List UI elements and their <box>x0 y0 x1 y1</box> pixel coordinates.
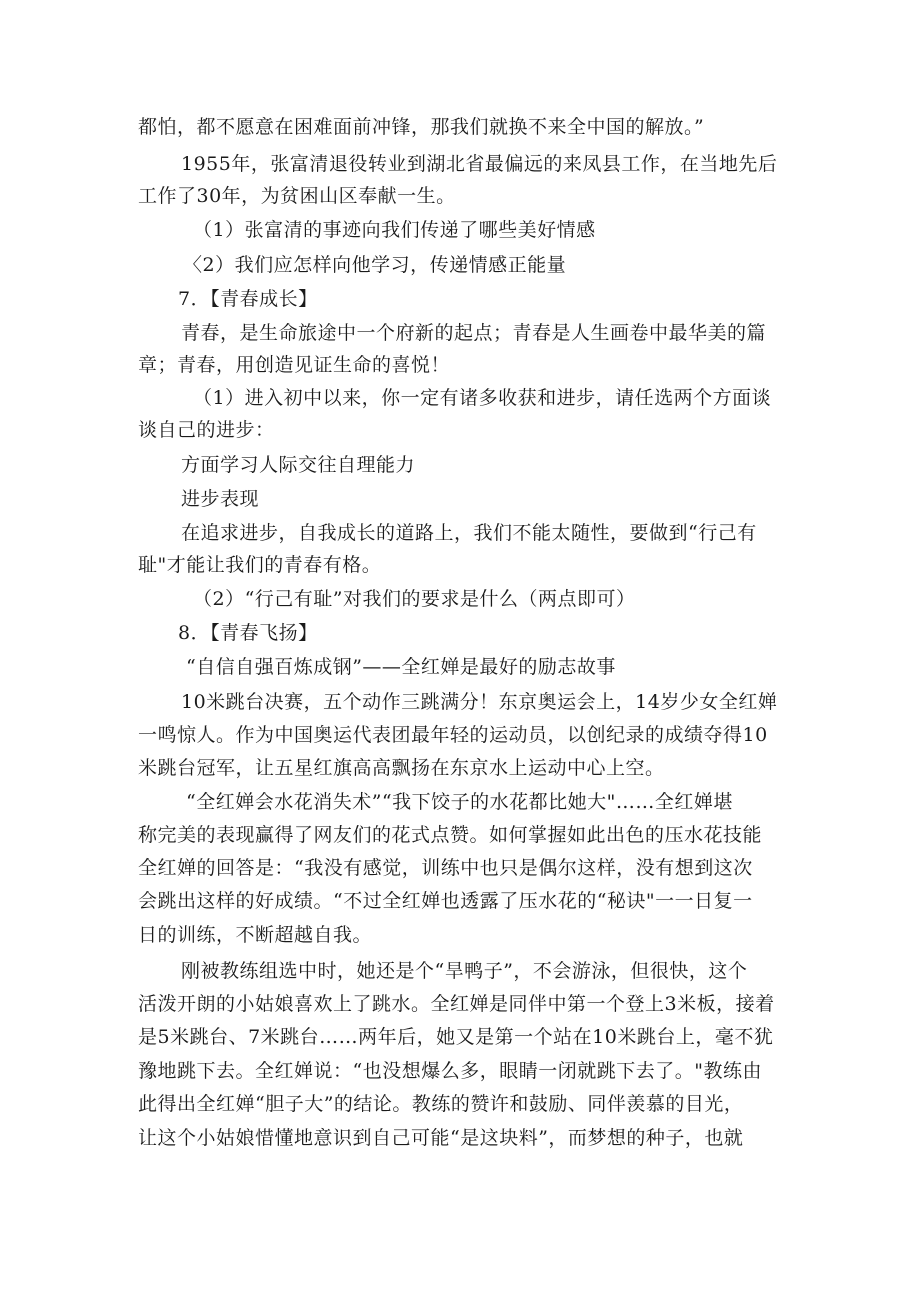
text-line: 青春，是生命旅途中一个府新的起点；青春是人生画卷中最华美的篇 <box>181 322 767 344</box>
text-line: 刚被教练组选中时，她还是个“旱鸭子”，不会游泳，但很快，这个 <box>181 960 748 982</box>
section-heading: 7．【青春成长】 <box>178 288 318 310</box>
text-line: （1）进入初中以来，你一定有诸多收获和进步，请任选两个方面谈 <box>193 387 772 409</box>
text-line: “全红婵会水花消失术”“我下饺子的水花都比她大"……全红婵堪 <box>186 791 733 813</box>
text-line: 活泼开朗的小姑娘喜欢上了跳水。全红婵是同伴中第一个登上3米板，接着 <box>138 993 775 1015</box>
text-line: 日的训练，不断超越自我。 <box>138 924 373 946</box>
text-line: 一鸣惊人。作为中国奥运代表团最年轻的运动员，以创纪录的成绩夺得10 <box>138 724 768 746</box>
section-heading: 8．【青春飞扬】 <box>178 622 318 644</box>
text-line: 工作了30年，为贫困山区奉献一生。 <box>138 185 456 207</box>
text-line: 是5米跳台、7米跳台……两年后，她又是第一个站在10米跳台上，毫不犹 <box>138 1026 774 1048</box>
text-line: 让这个小姑娘惜懂地意识到自己可能“是这块料”，而梦想的种子，也就 <box>138 1127 744 1149</box>
text-line: 会跳出这样的好成绩。“不过全红婵也透露了压水花的“秘诀"一一日复一 <box>138 890 753 912</box>
text-line: 在追求进步，自我成长的道路上，我们不能太随性，要做到“行己有 <box>181 522 757 544</box>
text-line: 此得出全红婵“胆子大”的结论。教练的赞许和鼓励、同伴羡慕的目光， <box>138 1093 744 1115</box>
text-line: 都怕，都不愿意在困难面前冲锋，那我们就换不来全中国的解放。” <box>138 116 705 138</box>
text-line: 1955年，张富清退役转业到湖北省最偏远的来凤县工作，在当地先后 <box>181 153 778 175</box>
text-line: 谈自己的进步： <box>138 419 275 441</box>
article-title: “自信自强百炼成钢”——全红婵是最好的励志故事 <box>186 656 616 678</box>
text-line: 章；青春，用创造见证生命的喜悦！ <box>138 354 451 376</box>
text-line: 豫地跳下去。全红婵说：“也没想爆么多，眼睛一闭就跳下去了。"教练由 <box>138 1060 762 1082</box>
text-line: （1）张富清的事迹向我们传递了哪些美好情感 <box>193 219 596 241</box>
text-line: 米跳台冠军，让五星红旗高高飘扬在东京水上运动中心上空。 <box>138 757 665 779</box>
text-line: （2）“行己有耻”对我们的要求是什么（两点即可） <box>193 588 636 610</box>
text-line: 方面学习人际交往自理能力 <box>181 454 416 476</box>
text-line: 〈2）我们应怎样向他学习，传递情感正能量 <box>183 254 567 276</box>
text-line: 全红婵的回答是：“我没有感觉，训练中也只是偶尔这样，没有想到这次 <box>138 857 753 879</box>
text-line: 进步表现 <box>181 488 260 510</box>
text-line: 10米跳台决赛，五个动作三跳满分！东京奥运会上，14岁少女全红婵 <box>181 691 778 713</box>
text-line: 称完美的表现赢得了网友们的花式点赞。如何掌握如此出色的压水花技能 <box>138 824 763 846</box>
text-line: 耻"才能让我们的青春有格。 <box>138 554 382 576</box>
